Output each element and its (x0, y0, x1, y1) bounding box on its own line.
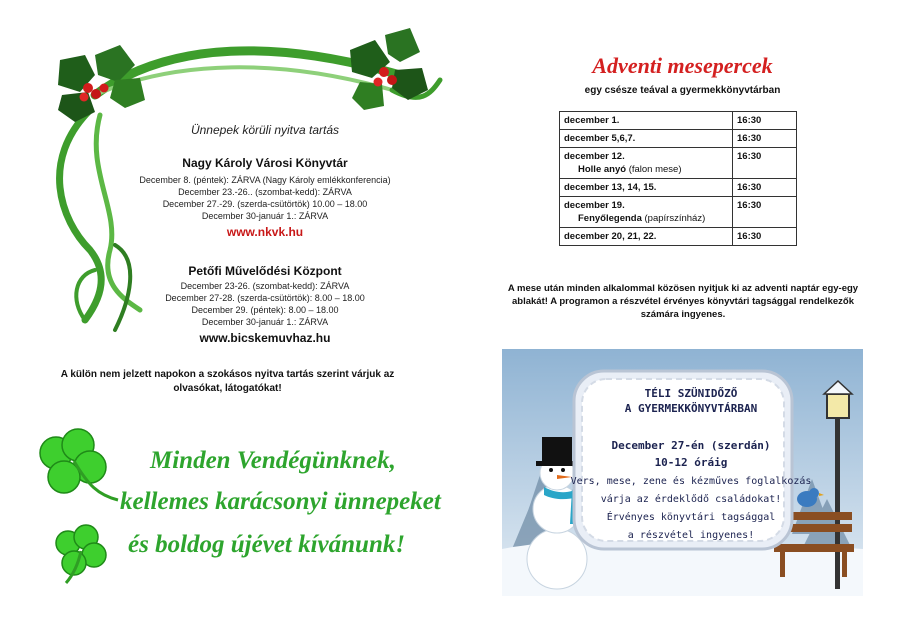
holiday-hours-title: Ünnepek körüli nyitva tartás (190, 123, 340, 137)
advent-note: A mese után minden alkalommal közösen nyitjuk ki az adventi naptár egy-egy ablakát! A programon a részvétel érvényes könyvtári tagsággal rendelkezők számára ingyenes. (507, 283, 859, 320)
cultural-center-section (110, 264, 420, 345)
table-row (560, 197, 797, 228)
table-row (560, 148, 797, 179)
event-note: (papírszínház) (644, 213, 706, 224)
library-section (110, 156, 420, 239)
schedule-date: december 5,6,7. (560, 130, 733, 148)
schedule-date: december 19. (564, 200, 625, 211)
schedule-event (564, 163, 728, 176)
schedule-date-cell (560, 148, 733, 179)
cultural-center-line: December 23-26. (szombat-kedd): ZÁRVA (180, 281, 350, 291)
cultural-center-line: December 29. (péntek): 8.00 – 18.00 (191, 305, 339, 315)
table-row (560, 112, 797, 130)
schedule-date: december 13, 14, 15. (560, 179, 733, 197)
schedule-time: 16:30 (733, 148, 797, 179)
winter-body-line: Érvényes könyvtári tagsággal (606, 512, 776, 523)
library-line: December 30-január 1.: ZÁRVA (201, 211, 329, 221)
cultural-center-name: Petőfi Művelődési Központ (188, 264, 342, 278)
schedule-date: december 1. (560, 112, 733, 130)
schedule-time: 16:30 (733, 228, 797, 246)
advent-subtitle: egy csésze teával a gyermekkönyvtárban (584, 85, 781, 96)
schedule-event (564, 212, 728, 225)
winter-date: December 27-én (szerdán) (611, 439, 771, 452)
schedule-date: december 12. (564, 151, 625, 162)
cultural-center-url-link[interactable]: www.bicskemuvhaz.hu (199, 331, 331, 345)
library-line: December 27.-29. (szerda-csütörtök) 10.00 – 18.00 (162, 199, 368, 209)
four-leaf-clover-icon (28, 425, 128, 585)
event-title: Holle anyó (578, 164, 627, 175)
library-url-link[interactable]: www.nkvk.hu (226, 225, 304, 239)
cultural-center-line: December 27-28. (szerda-csütörtök): 8.00 – 18.00 (165, 293, 365, 303)
schedule-time: 16:30 (733, 197, 797, 228)
event-note: (falon mese) (628, 164, 682, 175)
winter-title-2: A GYERMEKKÖNYVTÁRBAN (624, 402, 758, 415)
winter-body-line: a részvétel ingyenes! (627, 530, 755, 541)
schedule-time: 16:30 (733, 130, 797, 148)
holly-left-icon (58, 45, 145, 122)
library-line: December 23.-26.. (szombat-kedd): ZÁRVA (178, 187, 352, 197)
advent-schedule-table (559, 111, 797, 246)
greeting-line: és boldog újévet kívánunk! (128, 531, 406, 558)
table-row (560, 228, 797, 246)
table-row (560, 179, 797, 197)
winter-title-1: TÉLI SZÜNIDŐZŐ (644, 387, 738, 400)
library-line: December 8. (péntek): ZÁRVA (Nagy Károly emlékkonferencia) (139, 175, 391, 185)
event-title: Fenyőlegenda (578, 213, 642, 224)
winter-body-line: Vers, mese, zene és kézműves foglalkozás (570, 476, 812, 487)
winter-hours: 10-12 óráig (654, 456, 728, 469)
advent-title: Adventi mesepercek (592, 53, 773, 78)
opening-hours-note: A külön nem jelzett napokon a szokásos nyitva tartás szerint várjuk az olvasókat, látogatókat! (60, 369, 395, 394)
schedule-date-cell (560, 197, 733, 228)
winter-body-line: várja az érdeklődő családokat! (600, 494, 782, 505)
schedule-date: december 20, 21, 22. (560, 228, 733, 246)
table-row (560, 130, 797, 148)
schedule-time: 16:30 (733, 112, 797, 130)
library-name: Nagy Károly Városi Könyvtár (182, 156, 348, 170)
cultural-center-line: December 30-január 1.: ZÁRVA (201, 317, 329, 327)
schedule-time: 16:30 (733, 179, 797, 197)
greeting-line: Minden Vendégünknek, (150, 447, 396, 474)
greeting-line: kellemes karácsonyi ünnepeket (120, 488, 441, 515)
